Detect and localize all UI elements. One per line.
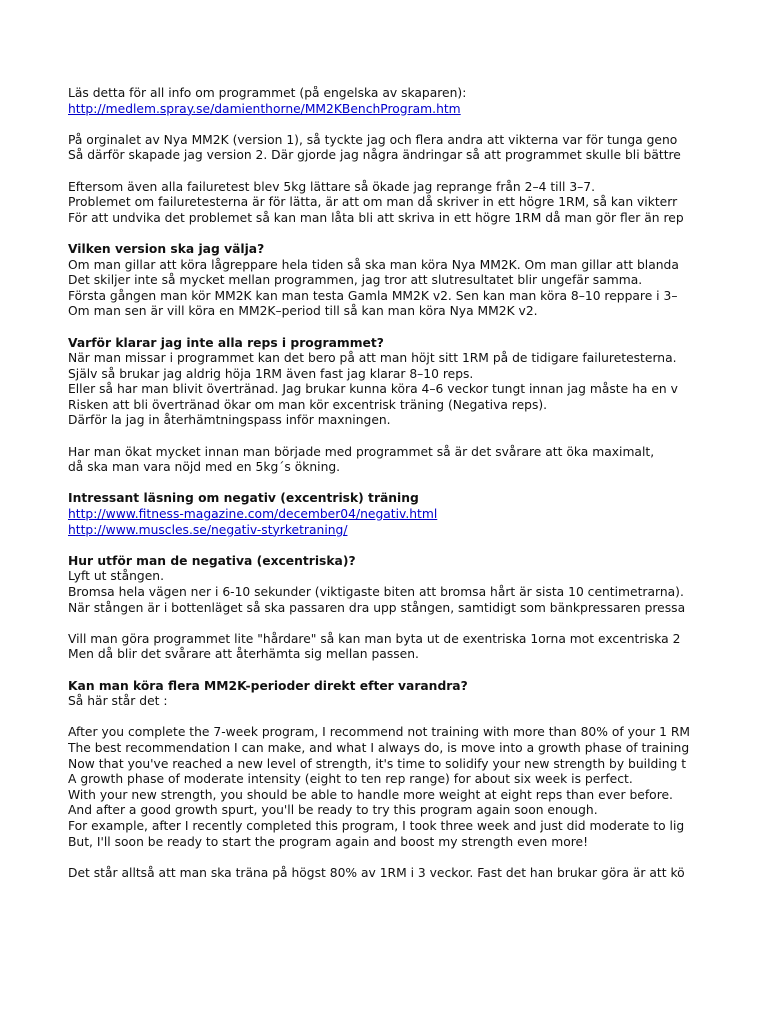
hyperlink[interactable]: http://medlem.spray.se/damienthorne/MM2KBenchProgram.htm [68,101,461,116]
paragraph [68,725,698,850]
text-line: Now that you've reached a new level of strength, it's time to solidify your new strength by building t [68,756,687,771]
hyperlink[interactable]: http://www.muscles.se/negativ-styrketraning/ [68,522,348,537]
text-line: Men då blir det svårare att återhämta sig mellan passen. [68,647,419,662]
text-line: With your new strength, you should be able to handle more weight at eight reps than ever before. [68,787,673,802]
text-line: Lyft ut stången. [68,569,164,584]
text-line: But, I'll soon be ready to start the program again and boost my strength even more! [68,834,589,849]
text-line: Själv så brukar jag aldrig höja 1RM även fast jag klarar 8–10 reps. [68,366,474,381]
paragraph-gap [68,320,698,336]
text-line: Det står alltså att man ska träna på högst 80% av 1RM i 3 veckor. Fast det han brukar göra är att kö [68,865,685,880]
paragraph [68,554,698,616]
text-line: Eftersom även alla failuretest blev 5kg lättare så ökade jag reprange från 2–4 till 3–7. [68,179,596,194]
text-line: då ska man vara nöjd med en 5kg´s ökning. [68,460,341,475]
text-line: And after a good growth spurt, you'll be ready to try this program again soon enough. [68,803,598,818]
section-heading: Vilken version ska jag välja? [68,241,265,256]
text-line: Om man gillar att köra lågreppare hela tiden så ska man köra Nya MM2K. Om man gillar att blanda [68,257,679,272]
section-heading: Intressant läsning om negativ (excentrisk) träning [68,491,419,506]
text-line: Så därför skapade jag version 2. Där gjorde jag några ändringar så att programmet skulle bli bättre [68,148,681,163]
paragraph-gap [68,164,698,180]
text-line: Problemet om failuretesterna är för lätta, är att om man då skriver in ett högre 1RM, så kan vikterr [68,195,678,210]
text-line: Om man sen är vill köra en MM2K–period till så kan man köra Nya MM2K v2. [68,304,538,319]
paragraph [68,679,698,710]
text-line: Vill man göra programmet lite "hårdare" så kan man byta ut de exentriska 1orna mot excentriska 2 [68,631,681,646]
text-line: Bromsa hela vägen ner i 6-10 sekunder (viktigaste biten att bromsa hårt är sista 10 centimetrarna). [68,585,684,599]
paragraph-gap [68,710,698,726]
section-heading: Varför klarar jag inte alla reps i programmet? [68,335,384,350]
text-line: Läs detta för all info om programmet (på engelska av skaparen): [68,86,467,100]
document-body [68,86,698,881]
section-heading: Hur utför man de negativa (excentriska)? [68,553,356,568]
paragraph [68,133,698,164]
paragraph [68,632,698,663]
paragraph [68,491,698,538]
paragraph-gap [68,663,698,679]
text-line: På orginalet av Nya MM2K (version 1), så tyckte jag och flera andra att vikterna var för tunga geno [68,132,678,147]
text-line: Därför la jag in återhämtningspass inför maxningen. [68,413,391,428]
paragraph-gap [68,850,698,866]
paragraph [68,866,698,882]
text-line: För att undvika det problemet så kan man låta bli att skriva in ett högre 1RM då man gör fler än rep [68,210,684,225]
text-line: Risken att bli övertränad ökar om man kör excentrisk träning (Negativa reps). [68,397,548,412]
text-line: Det skiljer inte så mycket mellan programmen, jag tror att slutresultatet blir ungefär samma. [68,273,643,288]
paragraph [68,180,698,227]
paragraph [68,445,698,476]
text-line: Första gången man kör MM2K kan man testa Gamla MM2K v2. Sen kan man köra 8–10 reppare i 3– [68,288,678,303]
text-line: När stången är i bottenläget så ska passaren dra upp stången, samtidigt som bänkpressaren pressa [68,600,686,615]
hyperlink[interactable]: http://www.fitness-magazine.com/december04/negativ.html [68,507,438,522]
paragraph-gap [68,476,698,492]
paragraph [68,242,698,320]
text-line: For example, after I recently completed this program, I took three week and just did moderate to lig [68,818,685,833]
paragraph-gap [68,226,698,242]
paragraph-gap [68,117,698,133]
text-line: The best recommendation I can make, and what I always do, is move into a growth phase of training [68,740,690,755]
paragraph [68,86,698,117]
text-line: After you complete the 7-week program, I recommend not training with more than 80% of your 1 RM [68,725,691,740]
paragraph-gap [68,429,698,445]
text-line: Har man ökat mycket innan man började med programmet så är det svårare att öka maximalt, [68,444,655,459]
text-line: Eller så har man blivit övertränad. Jag brukar kunna köra 4–6 veckor tungt innan jag måste ha en v [68,382,678,397]
text-line: A growth phase of moderate intensity (eight to ten rep range) for about six week is perfect. [68,772,633,787]
paragraph-gap [68,616,698,632]
text-line: Så här står det : [68,694,168,709]
paragraph-gap [68,538,698,554]
paragraph [68,336,698,430]
section-heading: Kan man köra flera MM2K-perioder direkt efter varandra? [68,678,468,693]
text-line: När man missar i programmet kan det bero på att man höjt sitt 1RM på de tidigare failuretesterna. [68,351,677,366]
